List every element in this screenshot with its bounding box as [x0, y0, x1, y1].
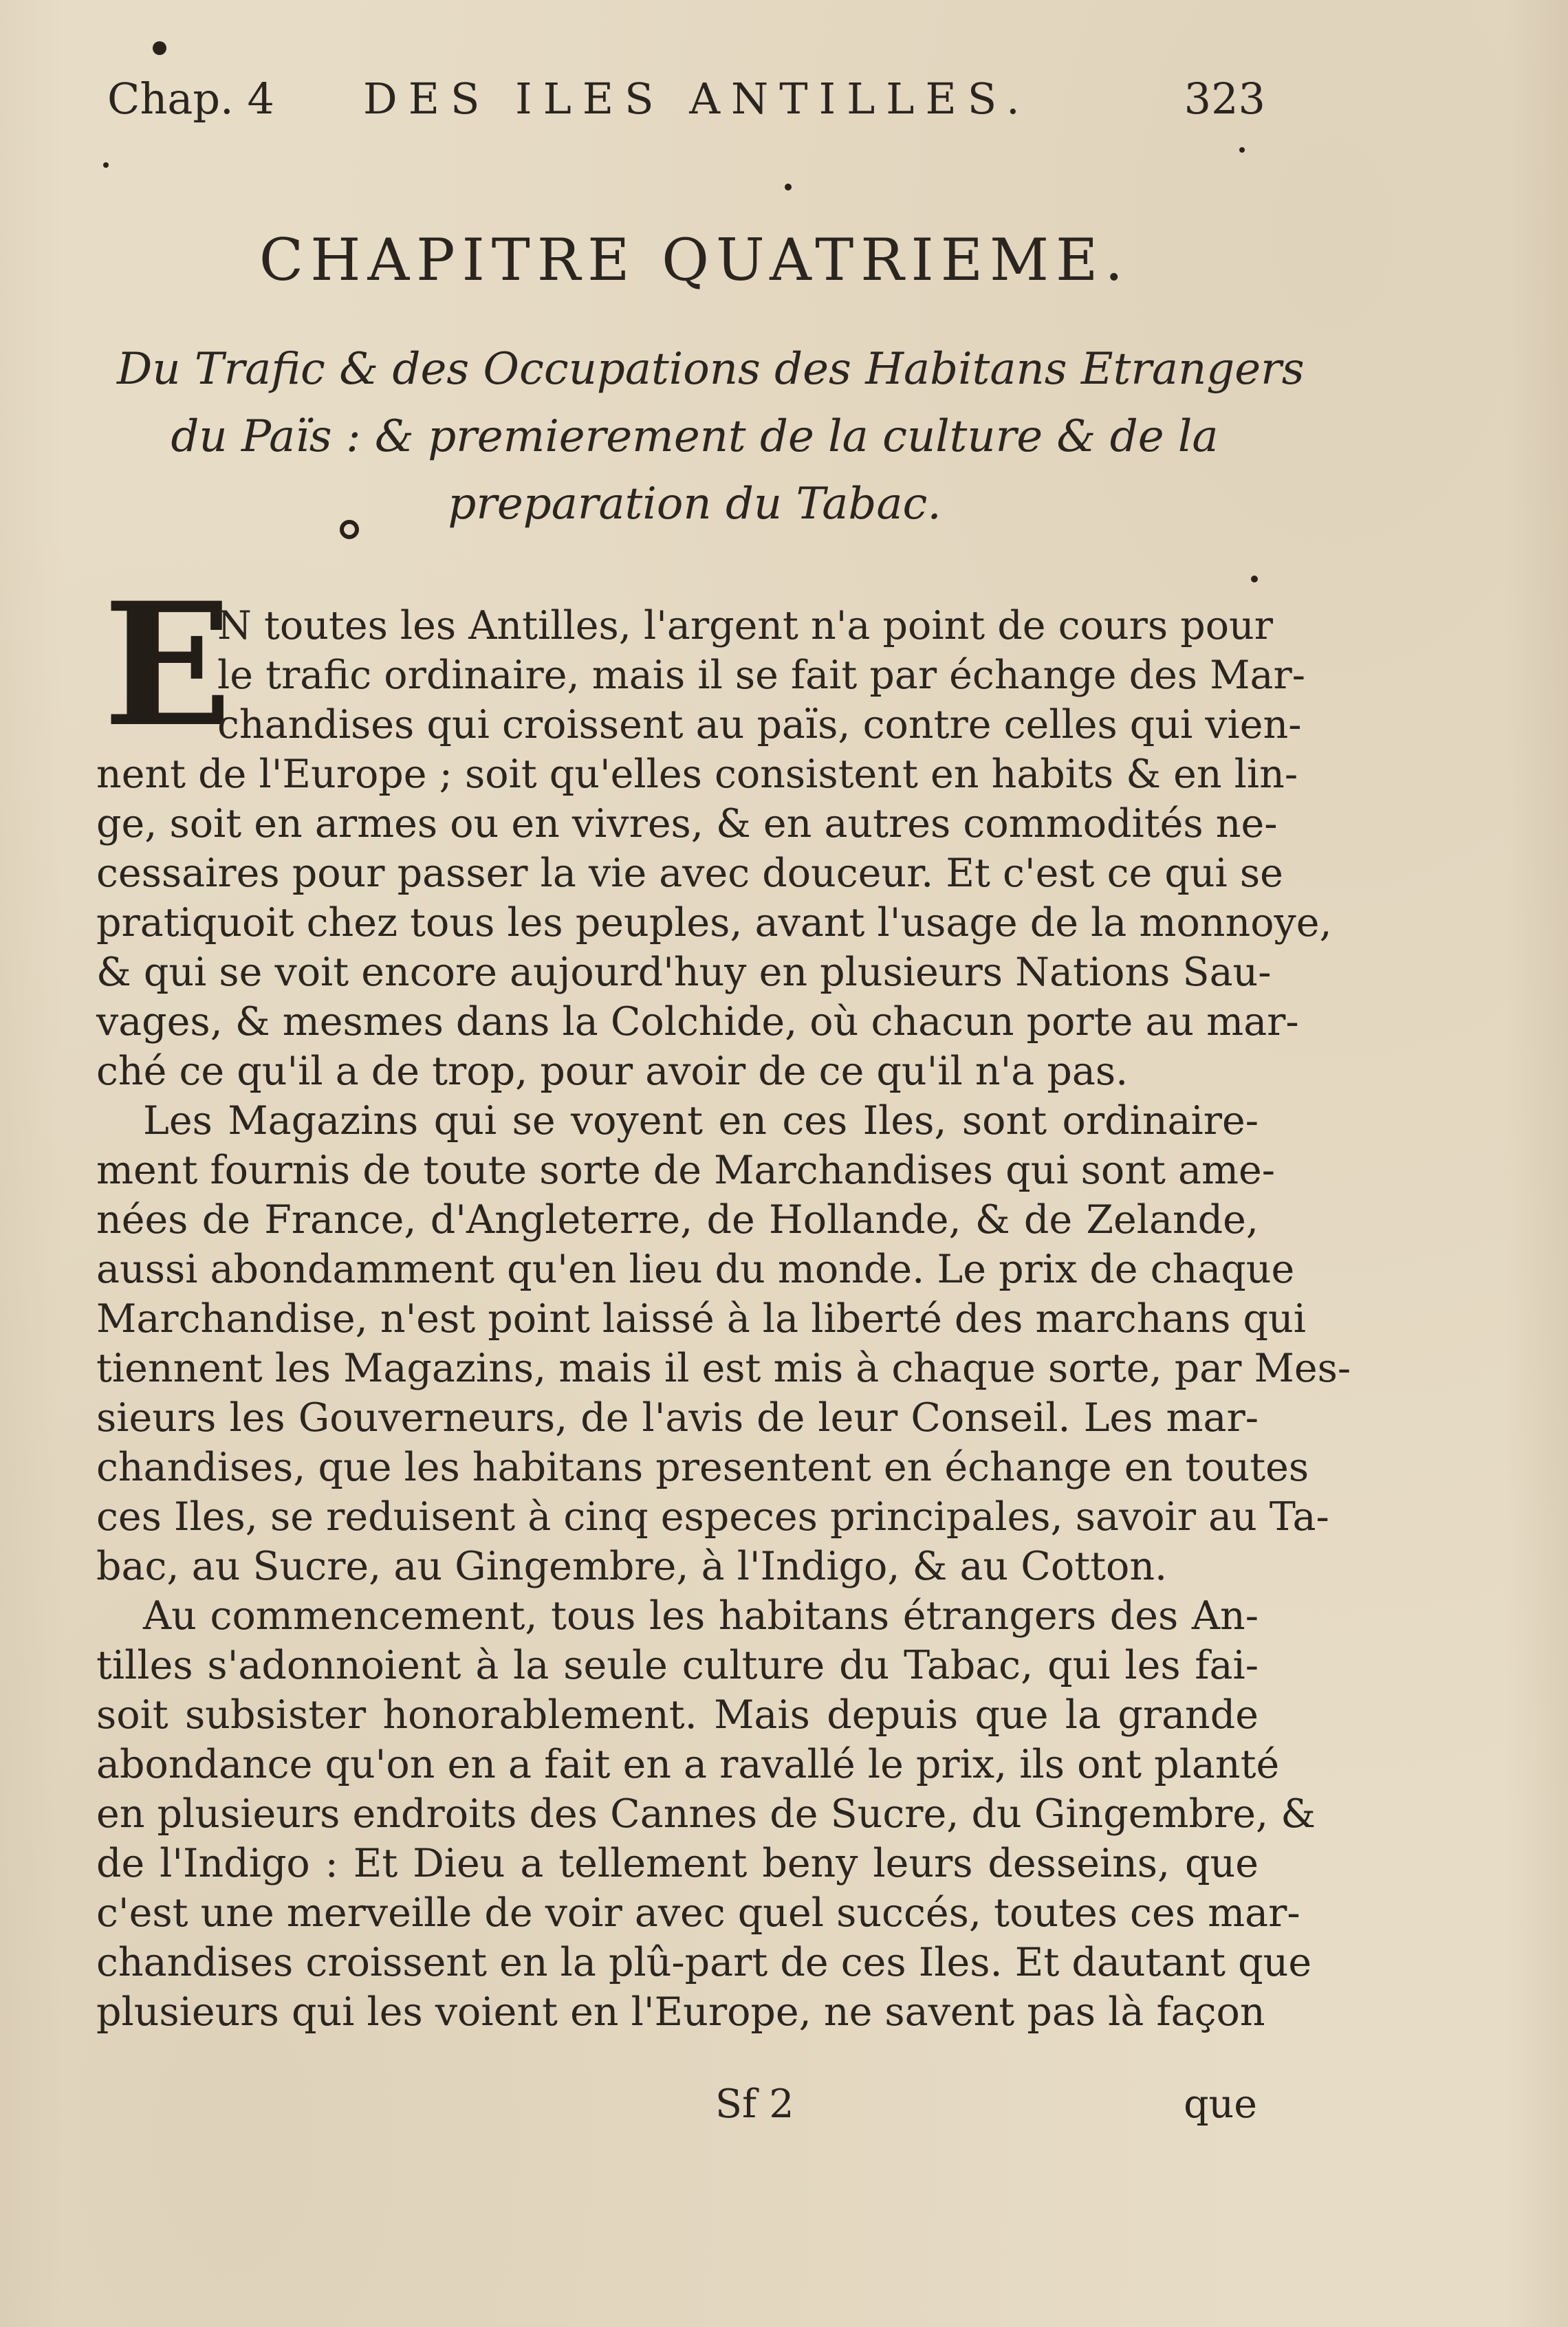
text-line: pratiquoit chez tous les peuples, avant l'usage de la monnoye,: [96, 900, 1332, 946]
text-line: cessaires pour passer la vie avec douceur. Et c'est ce qui se: [96, 851, 1283, 896]
text-line: c'est une merveille de voir avec quel succés, toutes ces mar-: [96, 1890, 1300, 1936]
catchword: que: [1184, 2082, 1257, 2127]
text-line: sieurs les Gouverneurs, de l'avis de leur Conseil. Les mar-: [96, 1395, 1259, 1441]
text-line: chandises, que les habitans presentent en échange en toutes: [96, 1445, 1309, 1490]
signature-mark: Sf 2: [715, 2082, 794, 2127]
text-line: nées de France, d'Angleterre, de Hollande, & de Zelande,: [96, 1197, 1259, 1243]
text-line: ment fournis de toute sorte de Marchandises qui sont ame-: [96, 1148, 1276, 1193]
subtitle-line: Du Trafic & des Occupations des Habitans Etrangers: [117, 344, 1305, 395]
text-line: chandises qui croissent au païs, contre celles qui vien-: [217, 702, 1302, 747]
text-line: vages, & mesmes dans la Colchide, où chacun porte au mar-: [96, 999, 1299, 1045]
text-line: chandises croissent en la plû-part de ces Iles. Et dautant que: [96, 1940, 1312, 1985]
text-line: Les Magazins qui se voyent en ces Iles, sont ordinaire-: [143, 1098, 1259, 1144]
subtitle-line: du Païs : & premierement de la culture & de la: [171, 411, 1219, 462]
text-line: soit subsister honorablement. Mais depuis que la grande: [96, 1692, 1259, 1738]
text-line: nent de l'Europe ; soit qu'elles consistent en habits & en lin-: [96, 752, 1298, 797]
text-line: ces Iles, se reduisent à cinq especes principales, savoir au Ta-: [96, 1494, 1329, 1540]
text-line: aussi abondamment qu'en lieu du monde. Le prix de chaque: [96, 1247, 1295, 1292]
chapter-heading: CHAPITRE QUATRIEME.: [259, 226, 1131, 294]
text-line: Au commencement, tous les habitans étrangers des An-: [143, 1593, 1259, 1639]
text-line: ché ce qu'il a de trop, pour avoir de ce qu'il n'a pas.: [96, 1049, 1129, 1094]
text-line: tiennent les Magazins, mais il est mis à chaque sorte, par Mes-: [96, 1346, 1351, 1391]
ink-speck: [1251, 576, 1258, 582]
page-number: 323: [1184, 74, 1265, 124]
ink-speck: [153, 41, 166, 55]
text-line: tilles s'adonnoient à la seule culture du Tabac, qui les fai-: [96, 1643, 1259, 1688]
text-line: Marchandise, n'est point laissé à la liberté des marchans qui: [96, 1296, 1306, 1342]
text-line: de l'Indigo : Et Dieu a tellement beny leurs desseins, que: [96, 1841, 1259, 1886]
ink-speck: [1239, 147, 1245, 153]
text-line: en plusieurs endroits des Cannes de Sucre, du Gingembre, &: [96, 1791, 1316, 1837]
text-line: plusieurs qui les voient en l'Europe, ne savent pas là façon: [96, 1989, 1265, 2035]
text-line: & qui se voit encore aujourd'huy en plusieurs Nations Sau-: [96, 950, 1272, 995]
text-line: le trafic ordinaire, mais il se fait par échange des Mar-: [217, 653, 1306, 698]
text-line: bac, au Sucre, au Gingembre, à l'Indigo, & au Cotton.: [96, 1544, 1168, 1589]
text-line: N toutes les Antilles, l'argent n'a point de cours pour: [217, 603, 1273, 648]
page-footer: [103, 2079, 1265, 2129]
running-head: [103, 72, 1265, 127]
drop-cap: E: [103, 566, 232, 765]
running-head-title: DES ILES ANTILLES.: [363, 74, 1031, 124]
text-line: abondance qu'on en a fait en a ravallé le prix, ils ont planté: [96, 1742, 1280, 1787]
chapter-subtitle: [117, 336, 1305, 538]
ink-speck: [103, 162, 109, 168]
running-head-chapter: Chap. 4: [107, 74, 274, 124]
ink-speck: [785, 184, 792, 190]
subtitle-line: preparation du Tabac.: [448, 479, 941, 529]
text-line: ge, soit en armes ou en vivres, & en autres commodités ne-: [96, 801, 1278, 846]
